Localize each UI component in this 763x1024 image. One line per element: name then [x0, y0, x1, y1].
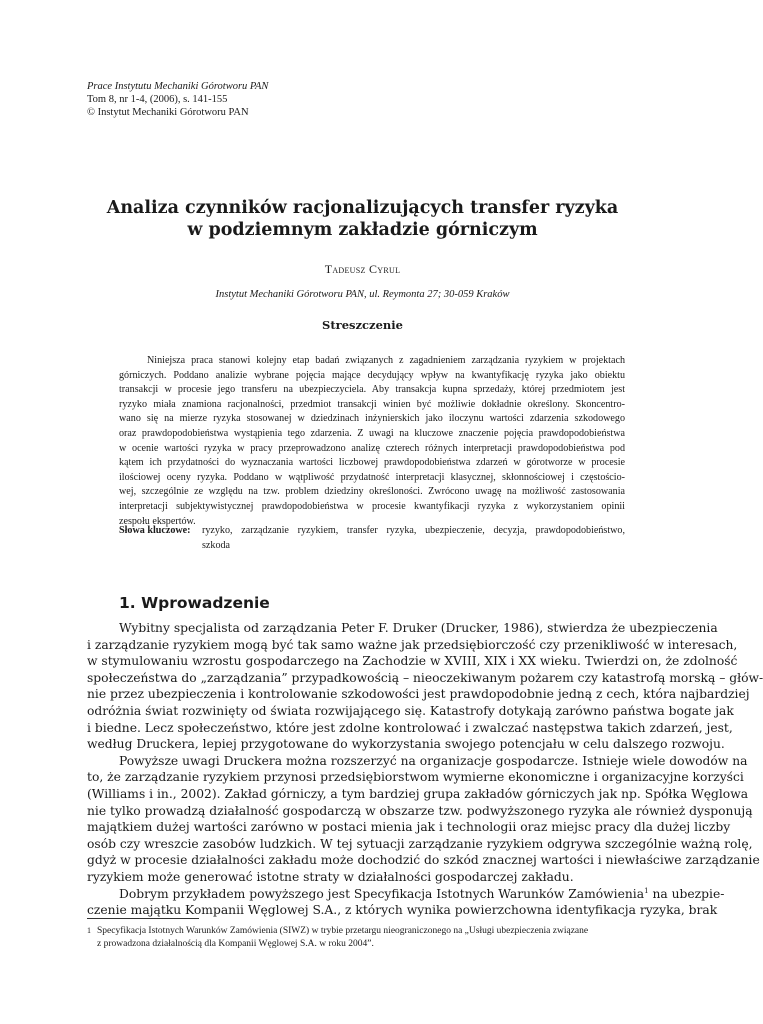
footnote-number: 1	[87, 926, 91, 935]
keywords-values: ryzyko, zarządzanie ryzykiem, transfer ryzyka, ubezpieczenie, decyzja, prawdopodobieństwo,	[202, 525, 625, 536]
journal-copyright: © Instytut Mechaniki Górotworu PAN	[87, 107, 249, 118]
body-line: Wybitny specjalista od zarządzania Peter F. Druker (Drucker, 1986), stwierdza że ubezpieczenia	[119, 621, 718, 635]
section-heading: 1. Wprowadzenie	[119, 594, 270, 612]
body-line: majątkiem dużej wartości zarówno w postaci mienia jak i technologii oraz miejsc pracy dla dużej liczby	[87, 820, 731, 835]
abstract-line: wano się na mierze ryzyka stosowanej w dziedzinach inżynierskich jako iloczynu wartości zdarzenia szkodowego	[119, 413, 625, 425]
paper-title-line: w podziemnym zakładzie górniczym	[187, 220, 538, 240]
abstract-heading: Streszczenie	[322, 318, 403, 332]
abstract-line: kątem ich przydatności do wyznaczania wartości liczbowej prawdopodobieństwa zdarzeń w górotworze w procesie	[119, 457, 625, 469]
paper-title	[60, 197, 665, 241]
footnote-text: z prowadzona działalnością dla Kompanii Węglowej S.A. w roku 2004”.	[97, 939, 374, 949]
journal-header	[87, 80, 268, 119]
body-text	[87, 620, 763, 919]
footnote-reference[interactable]: 1	[644, 886, 649, 895]
abstract-line: ryzyko miała znamiona racjonalności, przedmiot transakcji winien być możliwie dokładnie określony. Skoncentro-	[119, 398, 625, 410]
body-line: ryzykiem może generować istotne straty w działalności gospodarczej zakładu.	[87, 869, 574, 884]
body-line: i biedne. Lecz społeczeństwo, które jest zdolne kontrolować i zwalczać następstwa takich zdarzeń, jest,	[87, 720, 733, 735]
author-affiliation: Instytut Mechaniki Górotworu PAN, ul. Reymonta 27; 30-059 Kraków	[215, 289, 510, 300]
abstract-line: ilościowej oceny ryzyka. Poddano w wątpliwość przydatność interpretacji klasycznej, skłonnościowej i częstościo-	[119, 471, 625, 483]
body-line: osób czy wreszcie zasobów ludzkich. W tej sytuacji zarządzanie ryzykiem odgrywa szczególnie ważną rolę,	[87, 836, 753, 851]
abstract-text	[119, 354, 625, 529]
body-line-text: na ubezpie-	[652, 886, 725, 901]
abstract-line: interpretacji subjektywistycznej prawdopodobieństwa w procesie kwantyfikacji ryzyka z wykorzystaniem opinii	[119, 500, 625, 512]
author-name: Tadeusz Cyrul	[324, 262, 401, 276]
body-line: (Williams i in., 2002). Zakład górniczy, a tym bardziej grupa zakładów górniczych jak np. Spółka Węglowa	[87, 786, 749, 801]
journal-name: Prace Instytutu Mechaniki Górotworu PAN	[87, 81, 269, 92]
paper-title-line: Analiza czynników racjonalizujących transfer ryzyka	[106, 198, 619, 218]
body-line: nie przez ubezpieczenia i kontrolowanie szkodowości jest prawdopodobnie jedną z cech, która najbardziej	[87, 687, 750, 702]
keywords-label: Słowa kluczowe:	[119, 525, 191, 536]
body-line: według Druckera, lepiej przygotowane do wykorzystania swojego potencjału w celu dalszego rozwoju.	[87, 737, 725, 752]
body-line: odróżnia świat rozwinięty od świata rozwijającego się. Katastrofy dotykają zarówno państwa bogate jak	[87, 703, 734, 718]
body-line: społeczeństwa do „zarządzania” przypadkowością – nieoczekiwanym pożarem czy katastrofą morską – głów-	[87, 670, 763, 685]
body-line: Powyższe uwagi Druckera można rozszerzyć na organizacje gospodarcze. Istnieje wiele dowodów na	[119, 753, 748, 768]
abstract-line: zespołu ekspertów.	[119, 515, 196, 527]
abstract-line: w ocenie wartości ryzyka w pracy przeprowadzono analizę czterech różnych interpretacji prawdopodobieństwa pod	[119, 442, 625, 454]
footnote-divider	[87, 918, 199, 919]
keywords-values: szkoda	[202, 539, 231, 551]
abstract-line: górniczych. Poddano analizie wybrane pojęcia mające decydujący wpływ na kwantyfikację ryzyka jako obiektu	[119, 369, 625, 381]
body-line: w stymulowaniu wzrostu gospodarczego na Zachodzie w XVIII, XIX i XX wieku. Twierdzi on, że zdolność	[87, 654, 738, 669]
abstract-line: transakcji w procesie jego transferu na ubezpieczyciela. Aby transakcja kupna sprzedaży, której przedmiotem jest	[119, 384, 625, 396]
footnote-text: Specyfikacja Istotnych Warunków Zamówienia (SIWZ) w trybie przetargu nieograniczonego na „Usługi ubezpieczenia związane	[97, 926, 589, 936]
abstract-line: Niniejsza praca stanowi kolejny etap badań związanych z zagadnieniem zarządzania ryzykiem w projektach	[147, 355, 625, 366]
journal-volume: Tom 8, nr 1-4, (2006), s. 141-155	[87, 94, 228, 105]
body-line: czenie majątku Kompanii Węglowej S.A., z których wynika powierzchowna identyfikacja ryzyka, brak	[87, 903, 718, 918]
body-line: i zarządzanie ryzykiem mogą być tak samo ważne jak przedsiębiorczość czy przenikliwość w interesach,	[87, 637, 738, 652]
body-line: nie tylko prowadzą działalność gospodarczą w obszarze tzw. podwyższonego ryzyka ale również dysponują	[87, 803, 753, 818]
body-line-text: Dobrym przykładem powyższego jest Specyfikacja Istotnych Warunków Zamówienia	[119, 886, 645, 901]
body-line: to, że zarządzanie ryzykiem przynosi przedsiębiorstwom wymierne ekonomiczne i organizacyjne korzyści	[87, 770, 744, 785]
abstract-line: oraz prawdopodobieństwa wystąpienia tego zdarzenia. Z uwagi na kluczowe znaczenie pojęcia prawdopodobieństwa	[119, 427, 625, 439]
body-line: gdyż w procesie działalności zakładu może dochodzić do szkód znacznej wartości i niewłaściwe zarządzanie	[87, 853, 760, 868]
body-line	[87, 886, 725, 903]
abstract-line: wej, szczególnie ze względu na tzw. problem dziedziny określoności. Zwrócono uwagę na możliwość zastosowania	[119, 486, 625, 498]
